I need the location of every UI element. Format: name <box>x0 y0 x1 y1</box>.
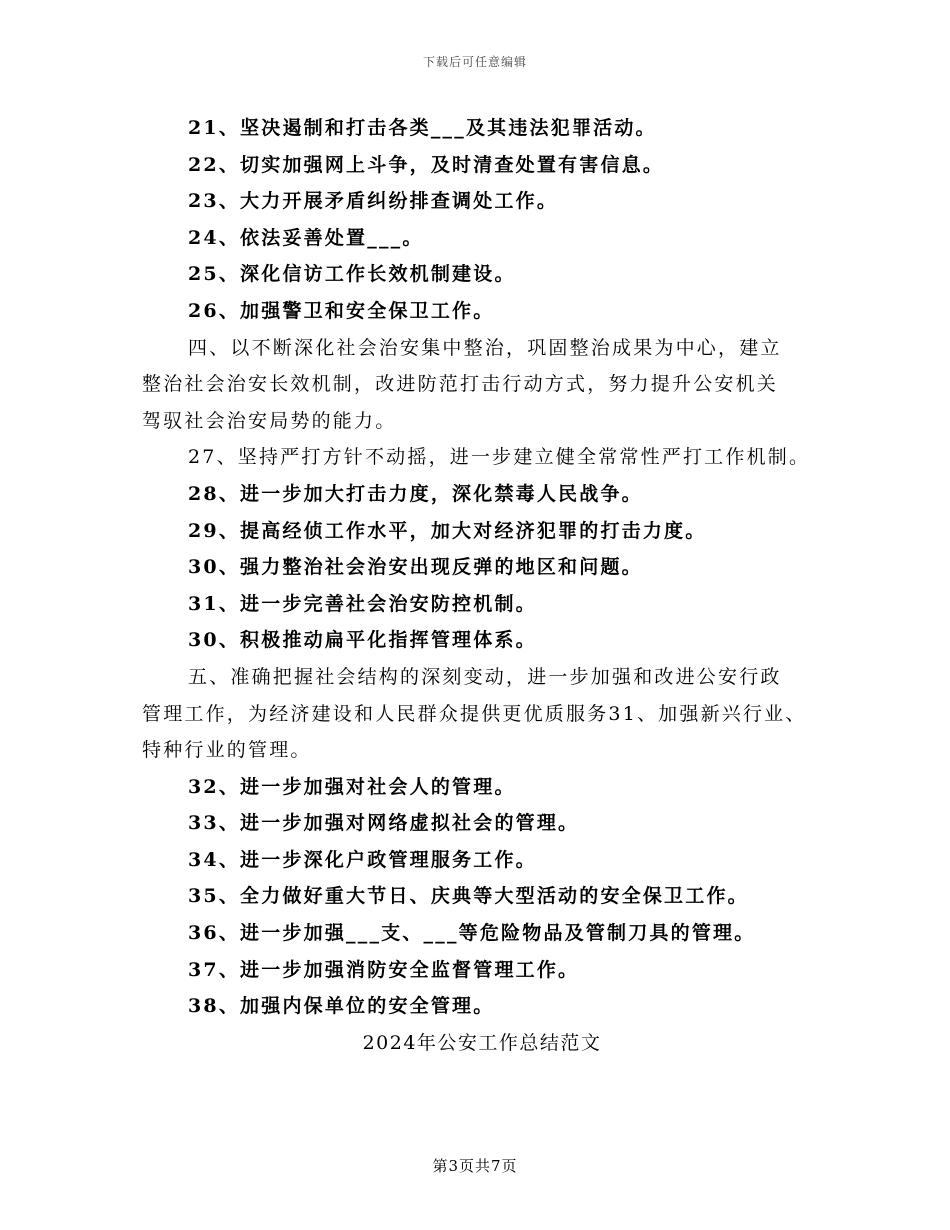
list-item: 21、坚决遏制和打击各类___及其违法犯罪活动。 <box>188 117 657 139</box>
page-number: 第3页共7页 <box>432 1157 518 1175</box>
list-item: 32、进一步加强对社会人的管理。 <box>188 775 516 798</box>
list-item: 34、进一步深化户政管理服务工作。 <box>188 848 537 871</box>
list-item: 23、大力开展矛盾纠纷排查调处工作。 <box>188 190 559 213</box>
section-heading-4-line3: 驾驭社会治安局势的能力。 <box>142 409 397 432</box>
list-item: 30、强力整治社会治安出现反弹的地区和问题。 <box>188 556 643 579</box>
list-item: 35、全力做好重大节日、庆典等大型活动的安全保卫工作。 <box>188 885 749 908</box>
section-heading-5-line1: 五、准确把握社会结构的深刻变动，进一步加强和改进公安行政 <box>188 665 782 688</box>
list-item: 38、加强内保单位的安全管理。 <box>188 995 495 1018</box>
document-body <box>142 110 822 1061</box>
list-item: 25、深化信访工作长效机制建设。 <box>188 263 516 286</box>
section-heading-5-line3: 特种行业的管理。 <box>142 739 312 762</box>
section-heading-4-line2: 整治社会治安长效机制，改进防范打击行动方式，努力提升公安机关 <box>142 373 779 396</box>
list-item: 31、进一步完善社会治安防控机制。 <box>188 592 537 615</box>
list-item: 28、进一步加大打击力度，深化禁毒人民战争。 <box>188 482 643 505</box>
list-item: 37、进一步加强消防安全监督管理工作。 <box>188 958 580 981</box>
list-item: 24、依法妥善处置___。 <box>188 226 424 249</box>
page-header: 下载后可任意编辑 <box>422 55 527 69</box>
list-item: 33、进一步加强对网络虚拟社会的管理。 <box>188 812 580 835</box>
list-item: 30、积极推动扁平化指挥管理体系。 <box>188 629 537 652</box>
next-document-title: 2024年公安工作总结范文 <box>362 1031 602 1054</box>
list-item: 22、切实加强网上斗争，及时清查处置有害信息。 <box>188 153 665 176</box>
list-item: 26、加强警卫和安全保卫工作。 <box>188 299 495 322</box>
list-item: 29、提高经侦工作水平，加大对经济犯罪的打击力度。 <box>188 519 707 542</box>
list-item: 36、进一步加强___支、___等危险物品及管制刀具的管理。 <box>188 922 756 945</box>
section-heading-5-line2: 管理工作，为经济建设和人民群众提供更优质服务31、加强新兴行业、 <box>142 702 807 725</box>
section-heading-4-line1: 四、以不断深化社会治安集中整治，巩固整治成果为中心，建立 <box>188 336 782 359</box>
list-item: 27、坚持严打方针不动摇，进一步建立健全常常性严打工作机制。 <box>188 446 811 469</box>
